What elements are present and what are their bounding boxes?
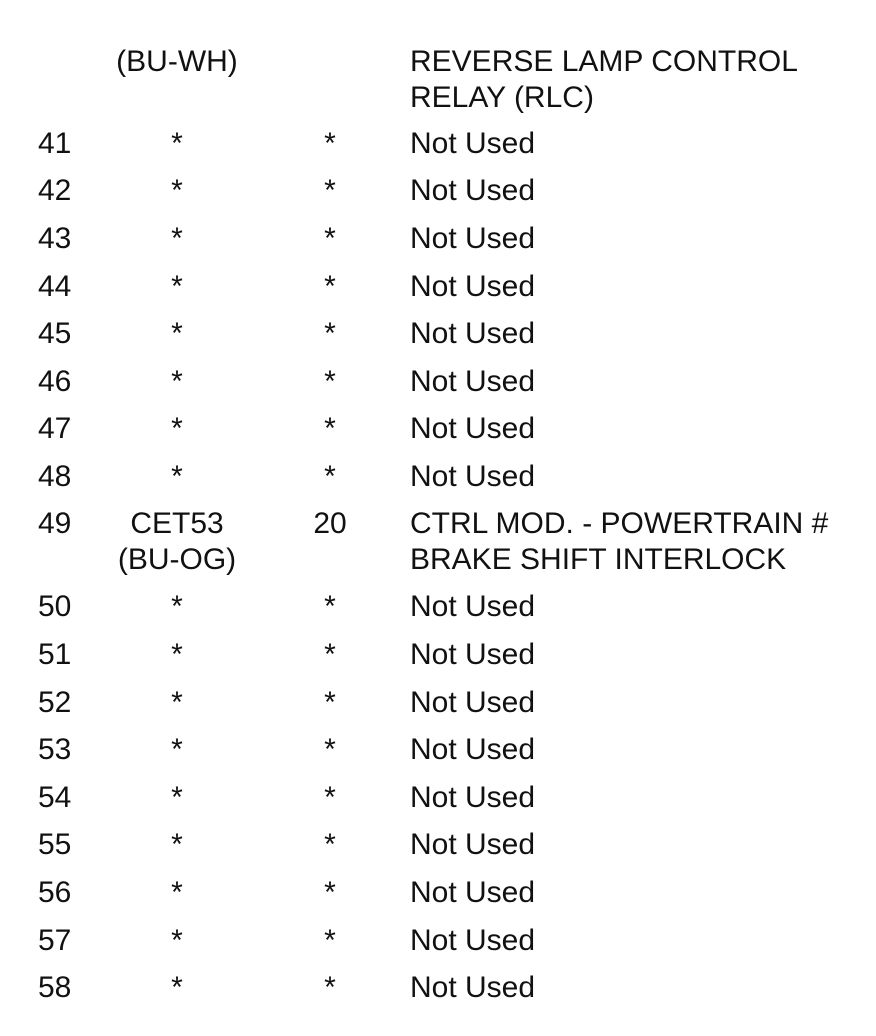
description-cell: Not Used	[410, 733, 536, 766]
circuit-cell	[100, 44, 254, 80]
terminal-cell: *	[324, 317, 336, 350]
terminal-cell: *	[324, 460, 336, 493]
description-line: REVERSE LAMP CONTROL	[410, 45, 798, 78]
description-cell: Not Used	[410, 412, 536, 445]
description-cell: Not Used	[410, 590, 536, 623]
pin-number: 56	[38, 876, 72, 909]
description-cell: Not Used	[410, 365, 536, 398]
circuit-cell: *	[171, 686, 183, 719]
circuit-line: CET53	[130, 507, 224, 540]
terminal-cell: *	[324, 365, 336, 398]
pin-number: 41	[38, 127, 72, 160]
circuit-cell: *	[171, 460, 183, 493]
terminal-cell: *	[324, 127, 336, 160]
circuit-cell: *	[171, 174, 183, 207]
pin-number: 42	[38, 174, 72, 207]
terminal-cell: *	[324, 924, 336, 957]
circuit-cell: *	[171, 781, 183, 814]
description-cell: Not Used	[410, 924, 536, 957]
terminal-cell: *	[324, 638, 336, 671]
circuit-cell: *	[171, 317, 183, 350]
terminal-cell: *	[324, 828, 336, 861]
circuit-cell: *	[171, 638, 183, 671]
circuit-cell: *	[171, 733, 183, 766]
pin-number: 44	[38, 270, 72, 303]
pin-number: 49	[38, 507, 72, 540]
pin-number: 46	[38, 365, 72, 398]
circuit-cell: *	[171, 127, 183, 160]
description-cell: Not Used	[410, 270, 536, 303]
description-line: BRAKE SHIFT INTERLOCK	[410, 543, 787, 576]
description-cell: Not Used	[410, 876, 536, 909]
terminal-cell: *	[324, 971, 336, 1004]
description-cell: Not Used	[410, 222, 536, 255]
description-cell: Not Used	[410, 686, 536, 719]
terminal-cell: 20	[313, 507, 347, 540]
terminal-cell: *	[324, 270, 336, 303]
terminal-cell: *	[324, 174, 336, 207]
description-cell: Not Used	[410, 971, 536, 1004]
circuit-line: (BU-OG)	[117, 543, 237, 576]
pin-number: 51	[38, 638, 72, 671]
terminal-cell: *	[324, 412, 336, 445]
pin-number: 58	[38, 971, 72, 1004]
terminal-cell: *	[324, 590, 336, 623]
circuit-cell	[100, 506, 254, 578]
description-cell: Not Used	[410, 638, 536, 671]
circuit-cell: *	[171, 876, 183, 909]
circuit-cell: *	[171, 971, 183, 1004]
pin-number: 47	[38, 412, 72, 445]
pin-number: 45	[38, 317, 72, 350]
terminal-cell: *	[324, 876, 336, 909]
description-cell: Not Used	[410, 828, 536, 861]
circuit-line: (BU-WH)	[116, 45, 238, 78]
terminal-cell: *	[324, 781, 336, 814]
description-cell: Not Used	[410, 174, 536, 207]
circuit-cell: *	[171, 270, 183, 303]
circuit-cell: *	[171, 590, 183, 623]
pin-number: 52	[38, 686, 72, 719]
terminal-cell: *	[324, 733, 336, 766]
description-cell: Not Used	[410, 317, 536, 350]
pin-number: 54	[38, 781, 72, 814]
terminal-cell: *	[324, 686, 336, 719]
pin-number: 53	[38, 733, 72, 766]
circuit-cell: *	[171, 828, 183, 861]
description-line: CTRL MOD. - POWERTRAIN #	[410, 507, 829, 540]
description-cell	[410, 506, 828, 578]
circuit-cell: *	[171, 365, 183, 398]
pin-number: 48	[38, 460, 72, 493]
pin-number: 55	[38, 828, 72, 861]
description-line: RELAY (RLC)	[410, 81, 594, 114]
pin-number: 43	[38, 222, 72, 255]
terminal-cell: *	[324, 222, 336, 255]
description-cell: Not Used	[410, 460, 536, 493]
circuit-cell: *	[171, 924, 183, 957]
description-cell: Not Used	[410, 781, 536, 814]
circuit-cell: *	[171, 412, 183, 445]
pin-number: 57	[38, 924, 72, 957]
description-cell	[410, 44, 798, 116]
description-cell: Not Used	[410, 127, 536, 160]
pin-number: 50	[38, 590, 72, 623]
circuit-cell: *	[171, 222, 183, 255]
